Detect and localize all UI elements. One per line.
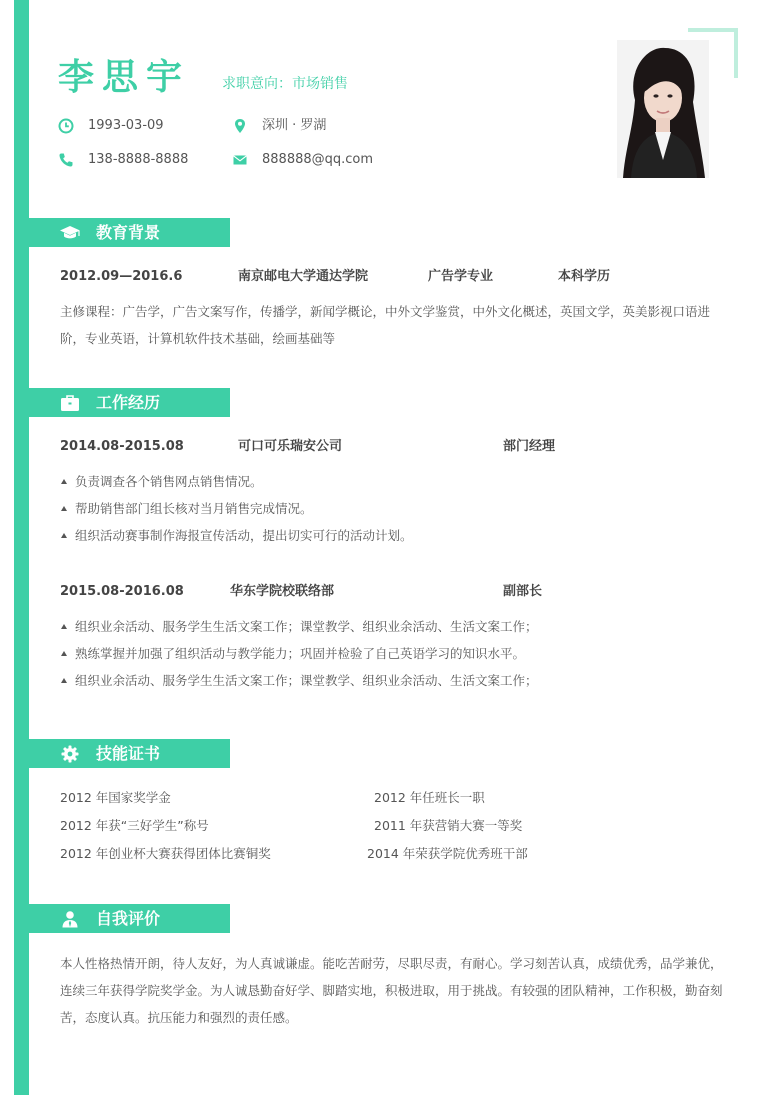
education-school: 南京邮电大学通达学院 xyxy=(238,269,369,284)
person-icon xyxy=(61,910,79,928)
education-major: 广告学专业 xyxy=(428,269,494,284)
left-accent-bar xyxy=(14,0,29,1095)
location-pin-icon xyxy=(232,118,248,134)
job-position: 副部长 xyxy=(503,584,543,599)
list-item: 帮助销售部门组长核对当月销售完成情况。 xyxy=(60,495,750,522)
certificate-item: 2012 年获“三好学生”称号 xyxy=(60,818,209,833)
birth-info xyxy=(58,117,164,135)
profile-photo xyxy=(617,40,709,178)
gear-icon xyxy=(61,745,79,763)
education-period: 2012.09—2016.6 xyxy=(60,269,183,284)
location-text: 深圳 · 罗湖 xyxy=(262,118,327,133)
job-period: 2015.08-2016.08 xyxy=(60,584,184,599)
birth-date: 1993-03-09 xyxy=(88,118,164,133)
job-intent: 求职意向：市场销售 xyxy=(222,76,348,92)
phone-info xyxy=(58,151,188,169)
certificate-item: 2014 年荣获学院优秀班干部 xyxy=(367,846,528,861)
list-item: 负责调查各个销售网点销售情况。 xyxy=(60,468,750,495)
section-self-header xyxy=(29,904,230,933)
briefcase-icon xyxy=(60,394,80,412)
section-work-header xyxy=(29,388,230,417)
email-address: 888888@qq.com xyxy=(262,152,374,167)
section-education-title: 教育背景 xyxy=(96,222,161,242)
job-company: 华东学院校联络部 xyxy=(230,584,335,599)
certificate-item: 2011 年获营销大赛一等奖 xyxy=(374,818,523,833)
graduation-cap-icon xyxy=(59,224,81,242)
certificate-item: 2012 年国家奖学金 xyxy=(60,790,171,805)
list-item: 熟练掌握并加强了组织活动与教学能力；巩固并检验了自己英语学习的知识水平。 xyxy=(60,640,750,667)
clock-icon xyxy=(58,118,74,134)
job-company: 可口可乐瑞安公司 xyxy=(238,439,343,454)
list-item: 组织业余活动、服务学生生活文案工作；课堂教学、组织业余活动、生活文案工作； xyxy=(60,613,750,640)
job-duties-list xyxy=(60,468,750,549)
mail-icon xyxy=(232,152,248,168)
section-work-title: 工作经历 xyxy=(96,392,161,412)
education-courses: 主修课程：广告学，广告文案写作，传播学，新闻学概论，中外文学鉴赏，中外文化概述，英国文学，英美影视口语进阶，专业英语，计算机软件技术基础，绘画基础等 xyxy=(60,304,711,346)
job-position: 部门经理 xyxy=(503,439,556,454)
candidate-name: 李思宇 xyxy=(58,57,191,98)
location-info xyxy=(232,117,326,135)
email-info xyxy=(232,151,373,169)
list-item: 组织业余活动、服务学生生活文案工作；课堂教学、组织业余活动、生活文案工作； xyxy=(60,667,750,694)
certificate-item: 2012 年任班长一职 xyxy=(374,790,485,805)
list-item: 组织活动赛事制作海报宣传活动，提出切实可行的活动计划。 xyxy=(60,522,750,549)
self-evaluation-text: 本人性格热情开朗，待人友好，为人真诚谦虚。能吃苦耐劳，尽职尽责，有耐心。学习刻苦认真，成绩优秀，品学兼优，连续三年获得学院奖学金。为人诚恳勤奋好学、脚踏实地，积极进取，用于挑战。有较强的团队精神，工作积极，勤奋刻苦，态度认真。抗压能力和强烈的责任感。 xyxy=(60,956,723,1025)
job-period: 2014.08-2015.08 xyxy=(60,439,184,454)
job-duties-list xyxy=(60,613,750,694)
section-education-header xyxy=(29,218,230,247)
education-degree: 本科学历 xyxy=(558,269,611,284)
phone-icon xyxy=(58,152,74,168)
section-skills-header xyxy=(29,739,230,768)
section-self-title: 自我评价 xyxy=(96,908,161,928)
phone-number: 138-8888-8888 xyxy=(88,152,189,167)
section-skills-title: 技能证书 xyxy=(96,743,161,763)
certificate-item: 2012 年创业杯大赛获得团体比赛铜奖 xyxy=(60,846,271,861)
